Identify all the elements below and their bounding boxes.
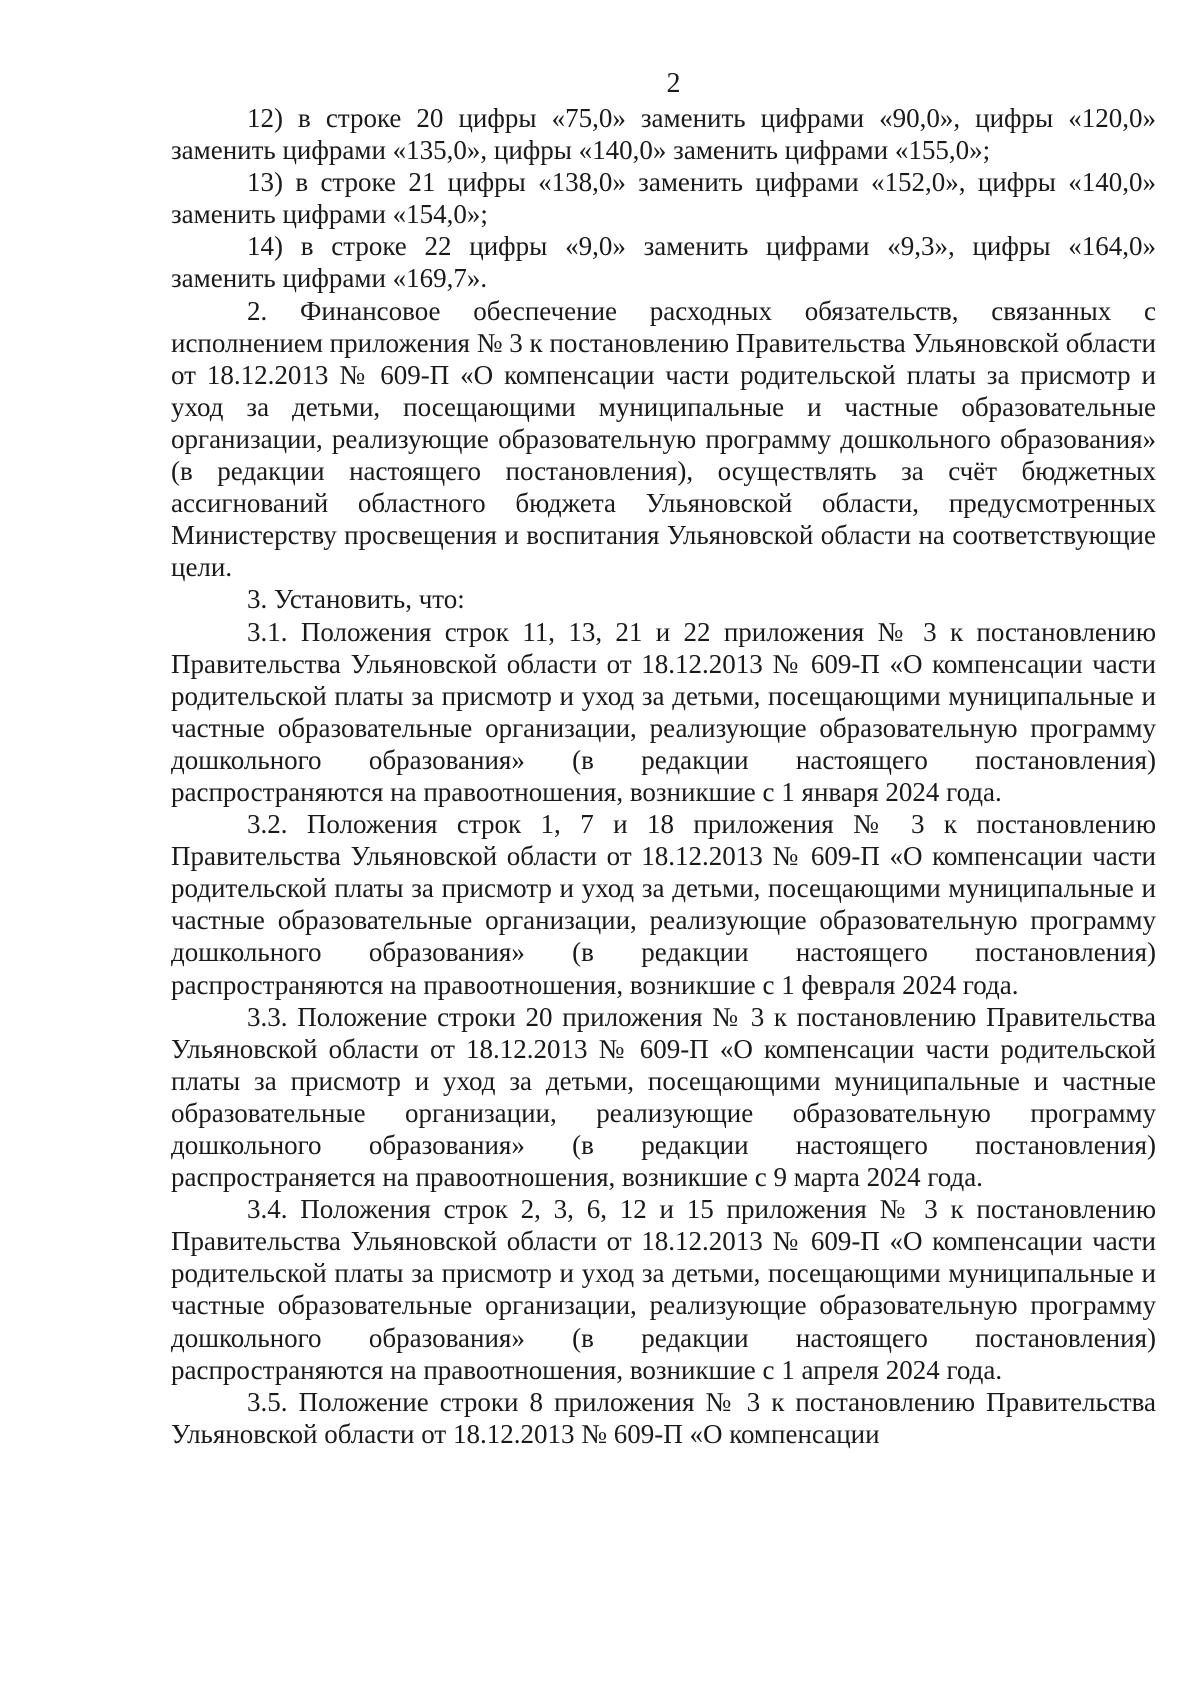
- document-page: [171, 68, 1156, 1450]
- paragraph-section-3-3: 3.3. Положение строки 20 приложения № 3 к постановлению Правительства Ульяновской области от 18.12.2013 № 609-П «О компенсации части родительской платы за присмотр и уход за детьми, посещающими муниципальные и частные образовательные организации, реализующие образовательную программу дошкольного образования» (в редакции настоящего постановления) распространяется на правоотношения, возникшие с 9 марта 2024 года.: [171, 1001, 1156, 1193]
- page-number: 2: [666, 68, 681, 99]
- paragraph-section-3: 3. Установить, что:: [247, 584, 465, 615]
- paragraph-item-12: 12) в строке 20 цифры «75,0» заменить цифрами «90,0», цифры «120,0» заменить цифрами «135,0», цифры «140,0» заменить цифрами «155,0»;: [171, 103, 1156, 166]
- paragraph-item-13: 13) в строке 21 цифры «138,0» заменить цифрами «152,0», цифры «140,0» заменить цифрами «154,0»;: [171, 167, 1156, 230]
- paragraph-section-2: 2. Финансовое обеспечение расходных обязательств, связанных с исполнением приложения № 3 к постановлению Правительства Ульяновской области от 18.12.2013 № 609-П «О компенсации части родительской платы за присмотр и уход за детьми, посещающими муниципальные и частные образовательные организации, реализующие образовательную программу дошкольного образования» (в редакции настоящего постановления), осуществлять за счёт бюджетных ассигнований областного бюджета Ульяновской области, предусмотренных Министерству просвещения и воспитания Ульяновской области на соответствующие цели.: [171, 295, 1156, 583]
- paragraph-section-3-2: 3.2. Положения строк 1, 7 и 18 приложения № 3 к постановлению Правительства Ульяновской области от 18.12.2013 № 609-П «О компенсации части родительской платы за присмотр и уход за детьми, посещающими муниципальные и частные образовательные организации, реализующие образовательную программу дошкольного образования» (в редакции настоящего постановления) распространяются на правоотношения, возникшие с 1 февраля 2024 года.: [171, 809, 1156, 1000]
- paragraph-section-3-5: 3.5. Положение строки 8 приложения № 3 к постановлению Правительства Ульяновской области от 18.12.2013 № 609-П «О компенсации: [171, 1386, 1156, 1449]
- paragraph-section-3-1: 3.1. Положения строк 11, 13, 21 и 22 приложения № 3 к постановлению Правительства Ульяновской области от 18.12.2013 № 609-П «О компенсации части родительской платы за присмотр и уход за детьми, посещающими муниципальные и частные образовательные организации, реализующие образовательную программу дошкольного образования» (в редакции настоящего постановления) распространяются на правоотношения, возникшие с 1 января 2024 года.: [171, 616, 1156, 807]
- paragraph-section-3-4: 3.4. Положения строк 2, 3, 6, 12 и 15 приложения № 3 к постановлению Правительства Ульяновской области от 18.12.2013 № 609-П «О компенсации части родительской платы за присмотр и уход за детьми, посещающими муниципальные и частные образовательные организации, реализующие образовательную программу дошкольного образования» (в редакции настоящего постановления) распространяются на правоотношения, возникшие с 1 апреля 2024 года.: [171, 1194, 1156, 1385]
- paragraph-item-14: 14) в строке 22 цифры «9,0» заменить цифрами «9,3», цифры «164,0» заменить цифрами «169,7».: [171, 231, 1156, 294]
